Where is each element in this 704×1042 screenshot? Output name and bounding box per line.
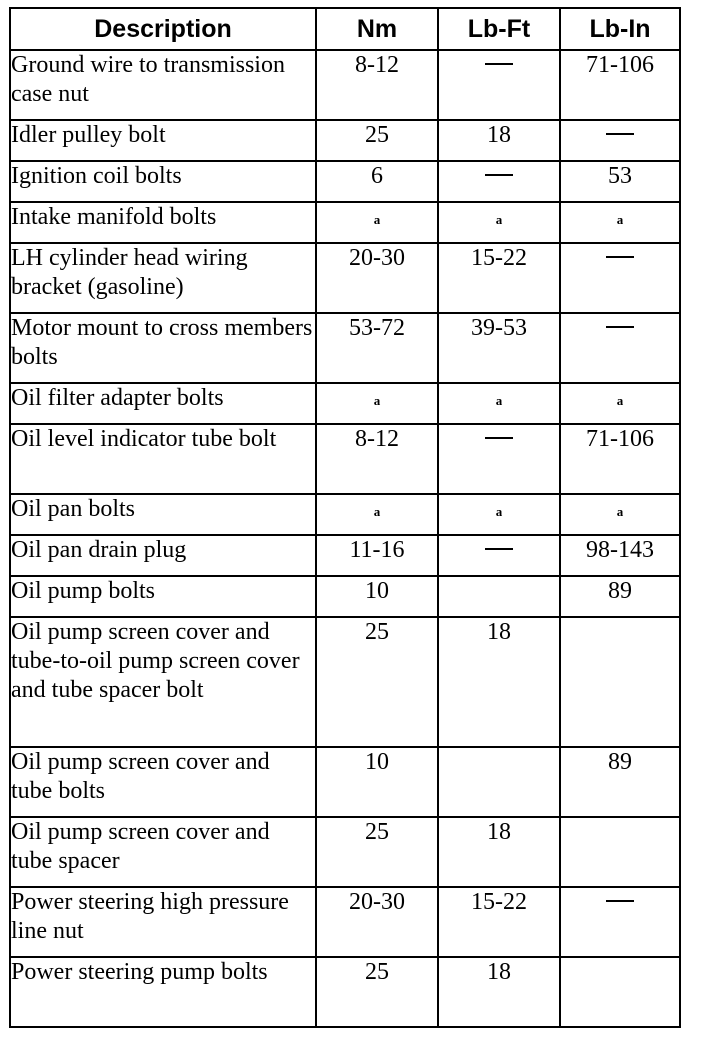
row-lbft: 18 <box>438 817 560 887</box>
table-row <box>10 817 680 887</box>
row-lbft: 18 <box>438 957 560 1027</box>
row-lbin: 71-106 <box>560 424 680 494</box>
header-nm: Nm <box>316 8 438 50</box>
table-row <box>10 957 680 1027</box>
header-description: Description <box>10 8 316 50</box>
row-description: Motor mount to cross members bolts <box>10 313 316 383</box>
row-nm: 25 <box>316 817 438 887</box>
row-nm: 20-30 <box>316 887 438 957</box>
torque-spec-table <box>9 7 681 1028</box>
header-row <box>10 8 680 50</box>
row-lbft: 18 <box>438 120 560 161</box>
row-lbin <box>560 957 680 1027</box>
row-description: Oil pump bolts <box>10 576 316 617</box>
row-lbft <box>438 535 560 576</box>
row-description: Oil filter adapter bolts <box>10 383 316 424</box>
footnote-mark: a <box>373 212 381 227</box>
table-row <box>10 535 680 576</box>
row-lbin <box>560 887 680 957</box>
dash-mark <box>485 174 513 176</box>
footnote-mark: a <box>495 393 503 408</box>
dash-mark <box>606 900 634 902</box>
row-lbft <box>438 50 560 120</box>
row-lbin <box>560 243 680 313</box>
row-description: Oil pan bolts <box>10 494 316 535</box>
table-row <box>10 313 680 383</box>
row-lbft: 15-22 <box>438 243 560 313</box>
dash-mark <box>606 256 634 258</box>
dash-mark <box>606 133 634 135</box>
row-nm: 25 <box>316 120 438 161</box>
row-lbft <box>438 494 560 535</box>
row-lbft <box>438 202 560 243</box>
row-lbft: 18 <box>438 617 560 747</box>
row-lbin <box>560 313 680 383</box>
row-nm: 53-72 <box>316 313 438 383</box>
dash-mark <box>485 63 513 65</box>
row-nm: 20-30 <box>316 243 438 313</box>
row-lbin <box>560 383 680 424</box>
row-description: Oil pump screen cover and tube spacer <box>10 817 316 887</box>
footnote-mark: a <box>373 504 381 519</box>
row-description: Oil pump screen cover and tube bolts <box>10 747 316 817</box>
row-lbin: 71-106 <box>560 50 680 120</box>
row-description: LH cylinder head wiring bracket (gasoline) <box>10 243 316 313</box>
dash-mark <box>485 437 513 439</box>
row-description: Intake manifold bolts <box>10 202 316 243</box>
footnote-mark: a <box>373 393 381 408</box>
row-lbft <box>438 383 560 424</box>
footnote-mark: a <box>616 393 624 408</box>
row-description: Power steering pump bolts <box>10 957 316 1027</box>
table-row <box>10 202 680 243</box>
row-lbft <box>438 424 560 494</box>
row-nm: 10 <box>316 576 438 617</box>
row-lbin <box>560 617 680 747</box>
row-description: Oil pan drain plug <box>10 535 316 576</box>
table-row <box>10 120 680 161</box>
row-description: Idler pulley bolt <box>10 120 316 161</box>
row-nm: 10 <box>316 747 438 817</box>
row-description: Power steering high pressure line nut <box>10 887 316 957</box>
row-lbin: 89 <box>560 747 680 817</box>
row-lbft: 39-53 <box>438 313 560 383</box>
row-description: Ignition coil bolts <box>10 161 316 202</box>
row-nm: 8-12 <box>316 50 438 120</box>
table-row <box>10 243 680 313</box>
table-row <box>10 494 680 535</box>
row-nm <box>316 202 438 243</box>
row-lbft <box>438 747 560 817</box>
row-nm <box>316 494 438 535</box>
footnote-mark: a <box>616 504 624 519</box>
row-nm: 25 <box>316 617 438 747</box>
row-lbin <box>560 120 680 161</box>
row-nm: 11-16 <box>316 535 438 576</box>
footnote-mark: a <box>616 212 624 227</box>
table-row <box>10 887 680 957</box>
header-lbft: Lb-Ft <box>438 8 560 50</box>
table-row <box>10 383 680 424</box>
row-lbin: 53 <box>560 161 680 202</box>
table-row <box>10 424 680 494</box>
row-lbft <box>438 161 560 202</box>
dash-mark <box>485 548 513 550</box>
row-lbin <box>560 817 680 887</box>
footnote-mark: a <box>495 212 503 227</box>
table-row <box>10 747 680 817</box>
table-row <box>10 576 680 617</box>
row-lbft <box>438 576 560 617</box>
row-lbft: 15-22 <box>438 887 560 957</box>
table-row <box>10 617 680 747</box>
row-lbin <box>560 494 680 535</box>
row-description: Oil level indicator tube bolt <box>10 424 316 494</box>
row-description: Oil pump screen cover and tube-to-oil pump screen cover and tube spacer bolt <box>10 617 316 747</box>
footnote-mark: a <box>495 504 503 519</box>
row-nm: 6 <box>316 161 438 202</box>
row-nm <box>316 383 438 424</box>
row-lbin <box>560 202 680 243</box>
row-lbin: 98-143 <box>560 535 680 576</box>
row-nm: 25 <box>316 957 438 1027</box>
row-lbin: 89 <box>560 576 680 617</box>
row-description: Ground wire to transmission case nut <box>10 50 316 120</box>
table-row <box>10 50 680 120</box>
table-row <box>10 161 680 202</box>
row-nm: 8-12 <box>316 424 438 494</box>
header-lbin: Lb-In <box>560 8 680 50</box>
dash-mark <box>606 326 634 328</box>
